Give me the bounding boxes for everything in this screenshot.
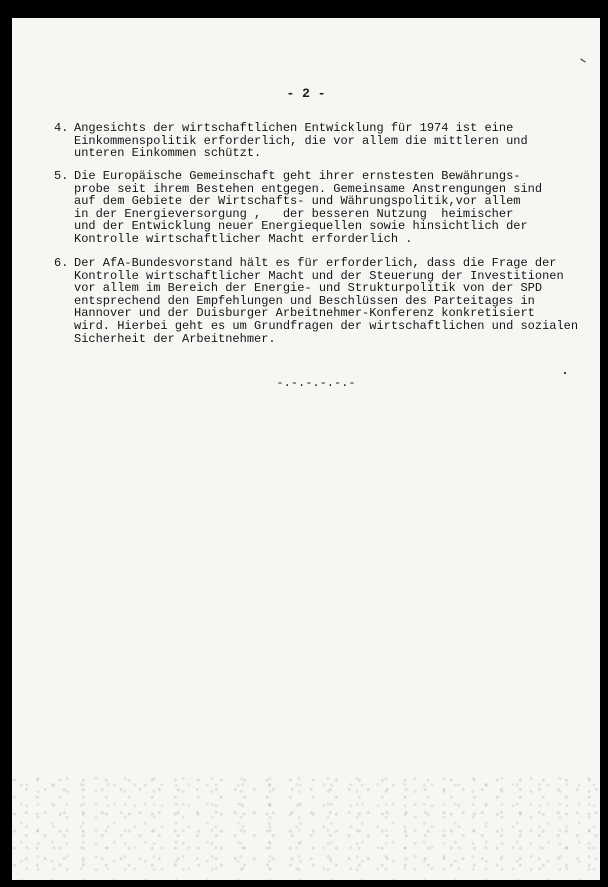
text-line: Sicherheit der Arbeitnehmer. <box>74 331 276 346</box>
text-line: entsprechend den Empfehlungen und Beschlüssen des Parteitages in <box>74 293 535 308</box>
numbered-paragraph-5 <box>54 170 589 246</box>
paragraph-number: 5. <box>54 169 69 183</box>
paragraph-number: 6. <box>54 256 69 270</box>
text-line: Hannover und der Duisburger Arbeitnehmer-Konferenz konkretisiert <box>74 306 535 321</box>
text-line: Kontrolle wirtschaftlicher Macht erforderlich . <box>74 231 413 246</box>
text-line: Angesichts der wirtschaftlichen Entwicklung für 1974 ist eine <box>74 121 514 135</box>
paragraph-text <box>74 170 589 246</box>
paragraph-text <box>74 257 589 345</box>
numbered-paragraph-6 <box>54 257 589 345</box>
page-number: - 2 - <box>286 86 326 101</box>
text-line: probe seit ihrem Bestehen entgegen. Gemeinsame Anstrengungen sind <box>74 181 543 196</box>
text-line: Die Europäische Gemeinschaft geht ihrer ernstesten Bewährungs- <box>74 169 521 183</box>
text-line: vor allem im Bereich der Energie- und Strukturpolitik von der SPD <box>74 281 543 296</box>
text-line: wird. Hierbei geht es um Grundfragen der wirtschaftlichen und sozialen <box>74 318 579 333</box>
numbered-paragraph-4 <box>54 122 589 160</box>
end-marker: -.-.-.-.-.- <box>276 376 356 390</box>
paragraph-number: 4. <box>54 121 69 135</box>
text-line: auf dem Gebiete der Wirtschafts- und Währungspolitik,vor allem <box>74 194 521 209</box>
scan-mark <box>580 58 585 62</box>
paper-sheet <box>12 18 600 880</box>
text-line: in der Energieversorgung , der besseren Nutzung heimischer <box>74 206 514 221</box>
scan-speck <box>564 372 566 374</box>
text-line: Kontrolle wirtschaftlicher Macht und der Steuerung der Investitionen <box>74 268 564 283</box>
text-line: Einkommenspolitik erforderlich, die vor allem die mittleren und <box>74 133 528 148</box>
text-line: und der Entwicklung neuer Energiequellen sowie hinsichtlich der <box>74 219 528 234</box>
text-line: Der AfA-Bundesvorstand hält es für erforderlich, dass die Frage der <box>74 256 557 270</box>
paragraph-text <box>74 122 589 160</box>
text-line: unteren Einkommen schützt. <box>74 146 262 161</box>
